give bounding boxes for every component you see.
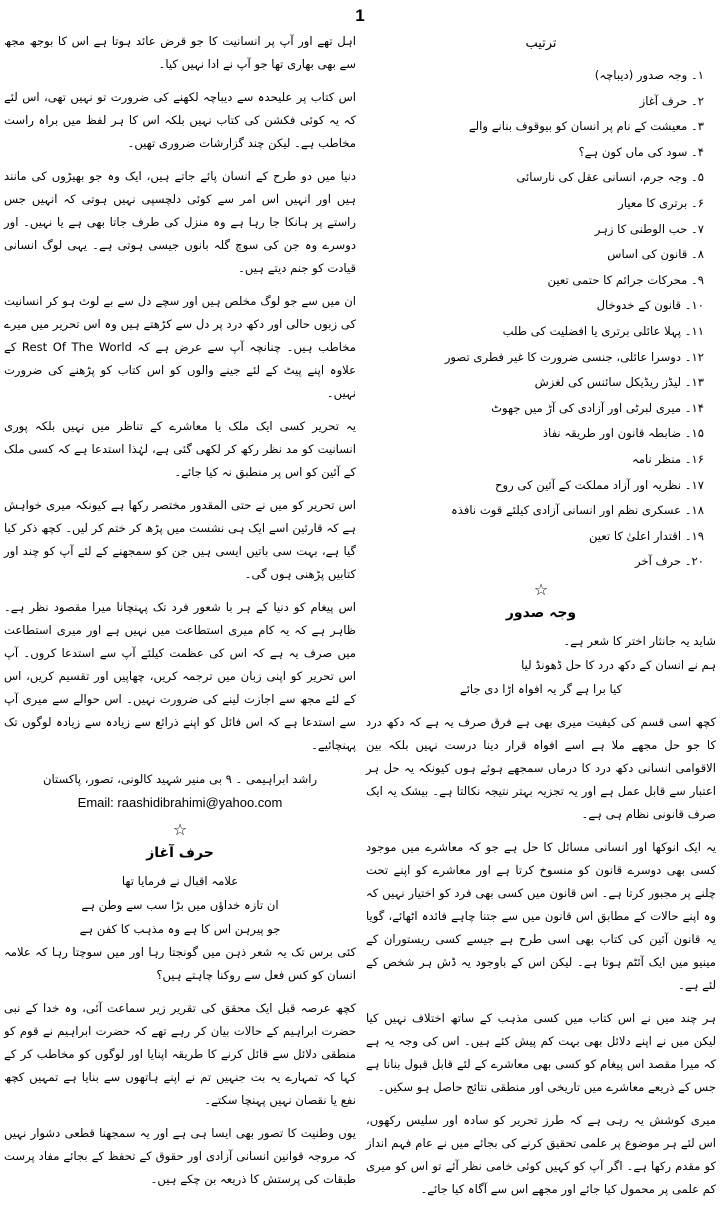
toc-item[interactable]: ۱۲۔ دوسرا عائلی، جنسی ضرورت کا غیر فطری تصور — [444, 349, 704, 364]
page-number: 1 — [355, 6, 365, 25]
right-column — [366, 30, 716, 1211]
left-column — [4, 30, 356, 1201]
body-paragraph: اس پیغام کو دنیا کے ہر با شعور فرد تک پہنچانا میرا مقصود نظر ہے۔ ظاہر ہے کہ یہ کام میری استطاعت میں نہیں ہے اور میری استطاعت میں صرف یہ ہے کہ اس کی عظمت کیلئے آپ سے استدعا کروں۔ آپ اس تحریر کو اپنی زبان میں ترجمہ کریں، چھاپیں اور تقسیم کریں، اس کے لئے مجھ سے اجازت لینے کی ضرورت نہیں۔ اس حوالے سے میری آپ سے استدعا ہے کہ اس فائل کو اپنے ذرائع سے زیادہ سے زیادہ لوگوں تک پہنچائیے۔ — [4, 600, 356, 752]
body-paragraph: اس کتاب پر علیحدہ سے دیباچہ لکھنے کی ضرورت تو نہیں تھی، اس لئے کہ یہ کوئی فکشن کی کتاب نہیں بلکہ اس کا ہر لفظ میں براہ راست مخاطب ہے۔ لیکن چند گزارشات ضروری تھیں۔ — [4, 90, 356, 150]
verse-intro: علامہ اقبال نے فرمایا تھا — [121, 874, 239, 888]
body-paragraph: کچھ عرصہ قبل ایک محقق کی تقریر زیر سماعت آئی، وہ خدا کے نبی حضرت ابراہیم کے حالات بیان کر رہے تھے کہ حضرت ابراہیم نے قوم کو منطقی دلائل سے قائل کرنے کا طریقہ اپنایا اور لوگوں کو مخاطب کر کے کہا کہ تمہارے یہ بت جنہیں تم نے اپنے ہاتھوں سے بنایا ہے تمہیں کچھ نفع یا نقصان نہیں پہنچا سکتے۔ — [4, 1001, 356, 1107]
body-paragraph: دنیا میں دو طرح کے انسان پائے جاتے ہیں، ایک وہ جو بھیڑوں کی مانند ہیں اور انہیں اس امر سے کوئی دلچسپی نہیں ہوتی کہ انہیں جس راستے پر ہانکا جا رہا ہے وہ منزل کی طرف جاتا بھی ہے یا نہیں۔ اور دوسرے وہ جن کی سوچ گلہ بانوں جیسی ہوتی ہے۔ یہی لوگ انسانی قیادت کو جنم دیتے ہیں۔ — [4, 169, 356, 275]
preface-verse: کیا برا ہے گر یہ افواہ اڑا دی جائے — [459, 681, 623, 696]
toc-item[interactable]: ۱۹۔ اقتدار اعلیٰ کا تعین — [588, 528, 704, 543]
verse-line: جو پیرہن اس کا ہے وہ مذہب کا کفن ہے — [79, 922, 281, 936]
body-paragraph: یوں وطنیت کا تصور بھی ایسا ہی ہے اور یہ سمجھنا قطعی دشوار نہیں کہ مروجہ قوانین انسانی آزادی اور حقوق کے تحفظ کے بجائے مفاد پرست طبقات کی پرستش کا ذریعہ بن چکے ہیں۔ — [4, 1126, 356, 1186]
body-paragraph: کئی برس تک یہ شعر ذہن میں گونجتا رہا اور میں سوچتا رہا کہ علامہ انسان کو کس فعل سے روکنا چاہتے ہیں؟ — [4, 945, 356, 982]
table-of-contents — [366, 63, 716, 575]
toc-item[interactable]: ۱۶۔ منظر نامہ — [631, 451, 704, 466]
email-link[interactable]: raashidibrahimi@yahoo.com — [117, 795, 283, 810]
toc-item[interactable]: ۱۵۔ ضابطہ قانون اور طریقہ نفاذ — [542, 426, 704, 441]
toc-item[interactable]: ۱۳۔ لیڈز ریڈیکل سائنس کی لغزش — [534, 375, 704, 390]
toc-item[interactable]: ۲۔ حرف آغاز — [639, 93, 704, 108]
star-icon: ☆ — [172, 820, 188, 839]
toc-item[interactable]: ۱۔ وجہ صدور (دیباچہ) — [594, 68, 704, 82]
preface-paragraph: ہر چند میں نے اس کتاب میں کسی مذہب کے ساتھ اختلاف نہیں کیا لیکن میں نے اپنے دلائل بھی بہت کم پیش کئے ہیں۔ اس کی وجہ یہ ہے کہ میرا مقصد اس پیغام کو کسی بھی معاشرے کے لئے قابل قبول بنانا ہے جس کے ذریعے معاشرے میں تاریخی اور منطقی نتائج حاصل ہو سکیں۔ — [366, 1010, 716, 1094]
body-paragraph: ان میں سے جو لوگ مخلص ہیں اور سچے دل سے بے لوث ہو کر انسانیت کی زبوں حالی اور دکھ درد پر دل سے کڑھتے ہیں وہ اس تحریر میں میرے مخاطب ہیں۔ چنانچہ آپ سے عرض ہے کہ Rest Of The World کے علاوہ اپنے پیٹ کے لئے جینے والوں کو اس کتاب کو پڑھنے کی ضرورت نہیں۔ — [4, 294, 356, 400]
preface-paragraph: یہ ایک انوکھا اور انسانی مسائل کا حل ہے جو کہ معاشرے میں موجود کسی بھی دوسرے قانون کو منسوخ کرتا ہے اور معاشرے کو اپنے تحت چلنے پر مجبور کرتا ہے۔ اس قانون میں کسی بھی فرد کو اختیار نہیں کہ وہ اپنے حالات کے مطابق اس قانون میں سے جتنا چاہے فائدہ اٹھائے، گویا یہ قانون آئین کی کتاب بھی اسی طرح ہے جیسے کسی ریستوران کے مینیو میں ایک آئٹم ہوتا ہے۔ لیکن اس کے باوجود یہ ڈش ہر شخص کے لئے ہے۔ — [366, 839, 716, 992]
section-heading: حرف آغاز — [146, 845, 214, 861]
toc-item[interactable]: ۸۔ قانون کی اساس — [607, 247, 704, 262]
preface-paragraph: کچھ اسی قسم کی کیفیت میری بھی ہے فرق صرف یہ ہے کہ دکھ درد کا جو حل مجھے ملا ہے اسے افواہ قرار دینا درست نہیں بلکہ بین الاقوامی انسانی دکھ درد کا درماں سمجھے ہوئے ہوں کیونکہ یہ حل ہر اعتبار سے قابل عمل ہے اور یہ تجزیہ بہتر نتیجہ نکالتا ہے۔ بیشک یہ ایک صرف قانونی نظام ہی ہے۔ — [366, 714, 716, 821]
email-line — [4, 791, 356, 815]
star-icon: ☆ — [533, 579, 549, 599]
body-paragraph: اہل تھے اور آپ پر انسانیت کا جو قرض عائد ہوتا ہے اس کا بوجھ مجھ سے بھی بھاری تھا جو آپ نے ادا نہیں کیا۔ — [4, 34, 356, 71]
toc-item[interactable]: ۳۔ معیشت کے نام پر انسان کو بیوقوف بنانے والے — [468, 119, 704, 134]
preface-paragraph: میری کوشش یہ رہی ہے کہ طرز تحریر کو سادہ اور سلیس رکھوں، اس لئے ہر موضوع پر علمی تحقیق کرنے کی بجائے میں نے عام فہم انداز کو مقدم رکھا ہے۔ اگر آپ کو کہیں کوئی خامی نظر آئے تو اس کو میری کم علمی پر محمول کیا جائے اور مجھے اس سے آگاہ کیا جائے۔ — [366, 1112, 716, 1196]
toc-title: ترتیب — [525, 36, 557, 51]
toc-item[interactable]: ۵۔ وجہ جرم، انسانی عقل کی نارسائی — [516, 170, 704, 185]
toc-item[interactable]: ۱۷۔ نظریہ اور آزاد مملکت کے آئین کی روح — [494, 477, 704, 492]
preface-heading: وجہ صدور — [505, 604, 577, 621]
toc-item[interactable]: ۹۔ محرکات جرائم کا حتمی تعین — [547, 272, 704, 287]
verse-line: ان تازہ خداؤں میں بڑا سب سے وطن ہے — [81, 898, 279, 912]
toc-item[interactable]: ۱۰۔ قانون کے خدوخال — [596, 298, 704, 313]
toc-item[interactable]: ۲۰۔ حرف آخر — [635, 554, 704, 569]
preface-intro-line: ہم نے انسان کے دکھ درد کا حل ڈھونڈ لیا — [521, 657, 716, 672]
toc-item[interactable]: ۶۔ برتری کا معیار — [618, 195, 704, 210]
body-paragraph: اس تحریر کو میں نے حتی المقدور مختصر رکھا ہے کیونکہ میری خواہش ہے کہ قارئین اسے ایک ہی نشست میں پڑھ کر ختم کر لیں۔ کچھ ذکر کیا گیا ہے، بہت سی باتیں ایسی ہیں جن کو سمجھنے کے لئے آپ کو چند اور کتابیں پڑھنی ہوں گی۔ — [4, 498, 356, 581]
toc-item[interactable]: ۱۸۔ عسکری نظم اور انسانی آزادی کیلئے قوت نافذہ — [450, 503, 704, 518]
preface-intro-line: شاید یہ جانثار اختر کا شعر ہے۔ — [563, 633, 716, 648]
toc-item[interactable]: ۱۱۔ پہلا عائلی برتری یا افضلیت کی طلب — [502, 323, 704, 338]
author-signature: راشد ابراہیمی ۔ ۹ بی منیر شہید کالونی، تصور، پاکستان — [42, 772, 318, 786]
toc-item[interactable]: ۴۔ سود کی ماں کون ہے؟ — [578, 144, 704, 159]
toc-item[interactable]: ۱۴۔ میری لبرٹی اور آزادی کی آڑ میں جھوٹ — [491, 400, 704, 415]
toc-item[interactable]: ۷۔ حب الوطنی کا زہر — [594, 221, 704, 236]
email-label: Email: — [77, 795, 114, 810]
body-paragraph: یہ تحریر کسی ایک ملک یا معاشرے کے تناظر میں نہیں بلکہ پوری انسانیت کو مد نظر رکھ کر لکھی گئی ہے، لہٰذا استدعا ہے کہ کسی ملک کے آئین کو اس پر منطبق نہ کیا جائے۔ — [4, 419, 356, 479]
